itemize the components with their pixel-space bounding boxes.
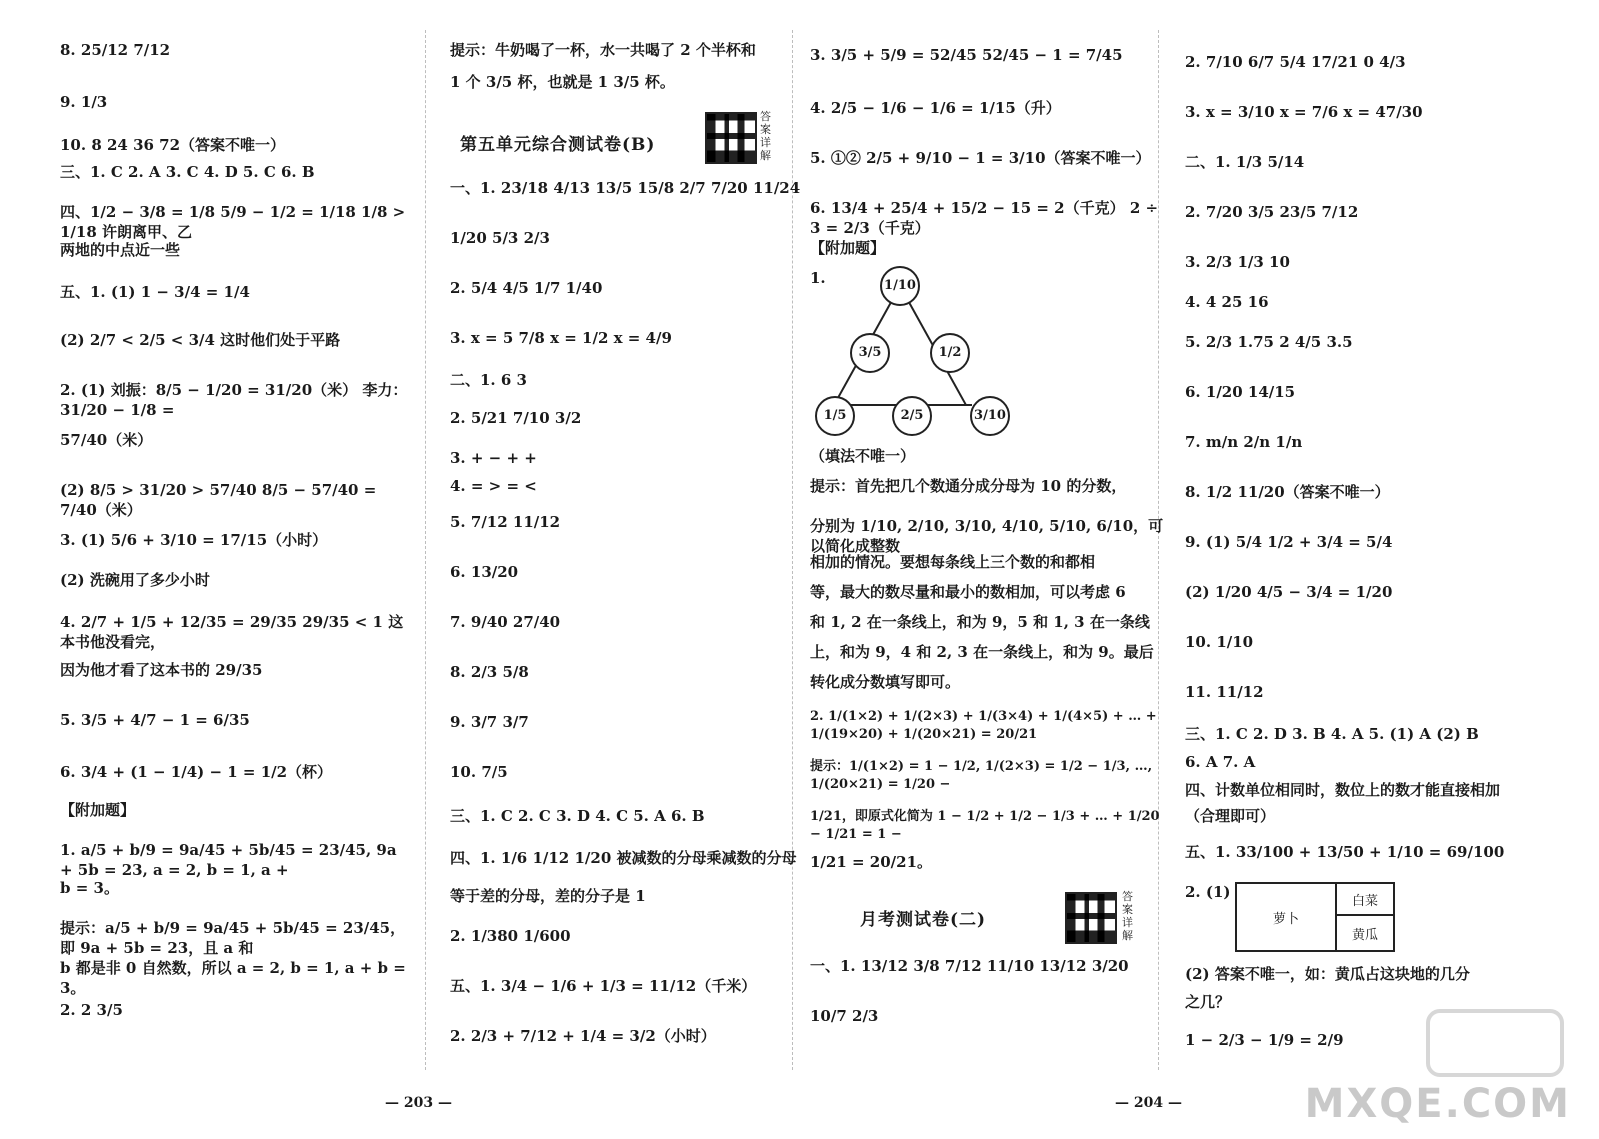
answer-line: (2) 8/5 > 31/20 > 57/40 8/5 − 57/40 = 7/40（米） <box>60 481 377 520</box>
hint-line: 和 1, 2 在一条线上，和为 9，5 和 1, 3 在一条线 <box>810 613 1150 631</box>
answer-line: 4. 4 25 16 <box>1185 293 1269 311</box>
garden-diagram <box>1235 882 1395 952</box>
hint-line: 1/21 = 20/21。 <box>810 853 933 871</box>
answer-line: 五、1. 33/100 + 13/50 + 1/10 = 69/100 <box>1185 843 1505 861</box>
answer-line: (2) 洗碗用了多少小时 <box>60 571 210 589</box>
answer-line: 2. 2 3/5 <box>60 1001 123 1019</box>
answer-line: 9. 3/7 3/7 <box>450 713 529 731</box>
answer-line: 五、1. 3/4 − 1/6 + 1/3 = 11/12（千米） <box>450 977 757 995</box>
answer-line: (2) 答案不唯一，如：黄瓜占这块地的几分 <box>1185 965 1470 983</box>
watermark-logo <box>1426 1009 1564 1077</box>
triangle-node-left: 3/5 <box>850 333 890 373</box>
answer-line: 2. 7/20 3/5 23/5 7/12 <box>1185 203 1359 221</box>
answer-line: 1/20 5/3 2/3 <box>450 229 550 247</box>
answer-line: 6. 13/20 <box>450 563 519 581</box>
triangle-node-right: 1/2 <box>930 333 970 373</box>
hint-line: 提示：首先把几个数通分成分母为 10 的分数， <box>810 477 1127 495</box>
answer-line: （合理即可） <box>1185 807 1276 825</box>
answer-line: 2. 5/21 7/10 3/2 <box>450 409 582 427</box>
box-cucumber: 黄瓜 <box>1336 915 1394 951</box>
hint-line: 分别为 1/10, 2/10, 3/10, 4/10, 5/10, 6/10，可以简化成整数 <box>810 517 1164 556</box>
hint-line: 上，和为 9，4 和 2, 3 在一条线上，和为 9。最后 <box>810 643 1154 661</box>
answer-line: 2. 2/3 + 7/12 + 1/4 = 3/2（小时） <box>450 1027 716 1045</box>
answer-line: 8. 2/3 5/8 <box>450 663 529 681</box>
hint-line: 提示：牛奶喝了一杯，水一共喝了 2 个半杯和 <box>450 41 756 59</box>
answer-line: 7. 9/40 27/40 <box>450 613 561 631</box>
column-divider <box>425 30 426 1070</box>
answer-line: （填法不唯一） <box>810 447 916 465</box>
answer-line: 二、1. 1/3 5/14 <box>1185 153 1305 171</box>
hint-line: 1/21，即原式化简为 1 − 1/2 + 1/2 − 1/3 + … + 1/20 − 1/21 = 1 − <box>810 809 1160 842</box>
answer-line: 6. A 7. A <box>1185 753 1256 771</box>
answer-line: 9. (1) 5/4 1/2 + 3/4 = 5/4 <box>1185 533 1393 551</box>
answer-line: 3. + − + + <box>450 449 537 467</box>
answer-line: 之几？ <box>1185 993 1231 1011</box>
qr-code[interactable] <box>1065 892 1117 944</box>
answer-line: 1. a/5 + b/9 = 9a/45 + 5b/45 = 23/45, 9a + 5b = 23, a = 2, b = 1, a + <box>60 841 397 880</box>
hint-line: 相加的情况。要想每条线上三个数的和都相 <box>810 553 1096 571</box>
answer-line: 3. x = 5 7/8 x = 1/2 x = 4/9 <box>450 329 672 347</box>
page-number-left: — 203 — <box>385 1095 452 1111</box>
answer-line: 五、1. (1) 1 − 3/4 = 1/4 <box>60 283 250 301</box>
answer-line: 1. <box>810 269 826 287</box>
answer-line: 5. ①② 2/5 + 9/10 − 1 = 3/10（答案不唯一） <box>810 149 1151 167</box>
answer-line: 2. (1) <box>1185 883 1231 901</box>
answer-line: 3. 3/5 + 5/9 = 52/45 52/45 − 1 = 7/45 <box>810 46 1123 64</box>
answer-line: 6. 13/4 + 25/4 + 15/2 − 15 = 2（千克） 2 ÷ 3 = 2/3（千克） <box>810 199 1159 238</box>
answer-line: 一、1. 13/12 3/8 7/12 11/10 13/12 3/20 <box>810 957 1129 975</box>
answer-line: (2) 1/20 4/5 − 3/4 = 1/20 <box>1185 583 1393 601</box>
answer-line: 四、1. 1/6 1/12 1/20 被减数的分母乘减数的分母 <box>450 849 797 867</box>
qr-label: 答案详解 <box>760 110 771 162</box>
answer-line: 四、计数单位相同时，数位上的数才能直接相加 <box>1185 781 1501 799</box>
answer-line: 1 − 2/3 − 1/9 = 2/9 <box>1185 1031 1344 1049</box>
section-title: 月考测试卷(二) <box>860 910 987 930</box>
box-cabbage: 白菜 <box>1336 883 1394 915</box>
answer-line: 5. 7/12 11/12 <box>450 513 561 531</box>
answer-line: 5. 3/5 + 4/7 − 1 = 6/35 <box>60 711 250 729</box>
qr-label: 答案详解 <box>1122 890 1133 942</box>
answer-line: 8. 25/12 7/12 <box>60 41 171 59</box>
answer-line: 四、1/2 − 3/8 = 1/8 5/9 − 1/2 = 1/18 1/8 > 1/18 许朗离甲、乙 <box>60 203 406 242</box>
answer-line: 4. = > = < <box>450 477 537 495</box>
answer-line: 8. 1/2 11/20（答案不唯一） <box>1185 483 1390 501</box>
hint-line: 提示：1/(1×2) = 1 − 1/2, 1/(2×3) = 1/2 − 1/3, …, 1/(20×21) = 1/20 − <box>810 759 1153 792</box>
answer-line: 4. 2/7 + 1/5 + 12/35 = 29/35 29/35 < 1 这本书他没看完， <box>60 613 404 652</box>
answer-line: 7. m/n 2/n 1/n <box>1185 433 1303 451</box>
answer-line: 三、1. C 2. C 3. D 4. C 5. A 6. B <box>450 807 705 825</box>
answer-line: 57/40（米） <box>60 431 153 449</box>
answer-line: 一、1. 23/18 4/13 13/5 15/8 2/7 7/20 11/24 <box>450 179 801 197</box>
hint-line: 转化成分数填写即可。 <box>810 673 961 691</box>
answer-line: 10. 1/10 <box>1185 633 1254 651</box>
qr-code[interactable] <box>705 112 757 164</box>
watermark: MXQE.COM <box>1304 1081 1571 1127</box>
hint-line: 等，最大的数尽量和最小的数相加，可以考虑 6 <box>810 583 1126 601</box>
answer-line: 两地的中点近一些 <box>60 241 181 259</box>
answer-line: 三、1. C 2. D 3. B 4. A 5. (1) A (2) B <box>1185 725 1479 743</box>
box-radish: 萝卜 <box>1236 883 1336 951</box>
column-4 <box>1185 0 1570 1080</box>
section-heading: 【附加题】 <box>60 801 136 819</box>
hint-line: 提示：a/5 + b/9 = 9a/45 + 5b/45 = 23/45，即 9a + 5b = 23，且 a 和 <box>60 919 406 958</box>
section-title: 第五单元综合测试卷(B) <box>460 135 656 155</box>
answer-line: 10. 7/5 <box>450 763 508 781</box>
triangle-node-bottom-left: 1/5 <box>815 396 855 436</box>
answer-line: b = 3。 <box>60 879 119 897</box>
answer-line: 10. 8 24 36 72（答案不唯一） <box>60 136 286 154</box>
answer-line: (2) 2/7 < 2/5 < 3/4 这时他们处于平路 <box>60 331 341 349</box>
answer-line: 6. 1/20 14/15 <box>1185 383 1296 401</box>
hint-line: b 都是非 0 自然数，所以 a = 2, b = 1, a + b = 3。 <box>60 959 406 998</box>
answer-line: 5. 2/3 1.75 2 4/5 3.5 <box>1185 333 1353 351</box>
triangle-node-top: 1/10 <box>880 266 920 306</box>
answer-line: 2. 5/4 4/5 1/7 1/40 <box>450 279 603 297</box>
answer-line: 10/7 2/3 <box>810 1007 879 1025</box>
answer-line: 2. 7/10 6/7 5/4 17/21 0 4/3 <box>1185 53 1406 71</box>
answer-line: 2. 1/380 1/600 <box>450 927 571 945</box>
answer-line: 4. 2/5 − 1/6 − 1/6 = 1/15（升） <box>810 99 1061 117</box>
answer-line: 2. 1/(1×2) + 1/(2×3) + 1/(3×4) + 1/(4×5) + … + 1/(19×20) + 1/(20×21) = 20/21 <box>810 709 1157 742</box>
answer-line: 二、1. 6 3 <box>450 371 527 389</box>
answer-line: 6. 3/4 + (1 − 1/4) − 1 = 1/2（杯） <box>60 763 333 781</box>
answer-line: 11. 11/12 <box>1185 683 1264 701</box>
answer-line: 9. 1/3 <box>60 93 108 111</box>
page-number-right: — 204 — <box>1115 1095 1182 1111</box>
hint-line: 1 个 3/5 杯，也就是 1 3/5 杯。 <box>450 73 675 91</box>
column-1 <box>60 0 410 1080</box>
triangle-node-bottom-right: 3/10 <box>970 396 1010 436</box>
answer-line: 3. (1) 5/6 + 3/10 = 17/15（小时） <box>60 531 328 549</box>
answer-line: 三、1. C 2. A 3. C 4. D 5. C 6. B <box>60 163 315 181</box>
answer-line: 3. x = 3/10 x = 7/6 x = 47/30 <box>1185 103 1423 121</box>
answer-line: 2. (1) 刘振：8/5 − 1/20 = 31/20（米） 李力：31/20 − 1/8 = <box>60 381 408 420</box>
answer-line: 3. 2/3 1/3 10 <box>1185 253 1290 271</box>
section-heading: 【附加题】 <box>810 239 886 257</box>
answer-line: 因为他才看了这本书的 29/35 <box>60 661 263 679</box>
triangle-node-bottom-mid: 2/5 <box>892 396 932 436</box>
answer-line: 等于差的分母，差的分子是 1 <box>450 887 646 905</box>
